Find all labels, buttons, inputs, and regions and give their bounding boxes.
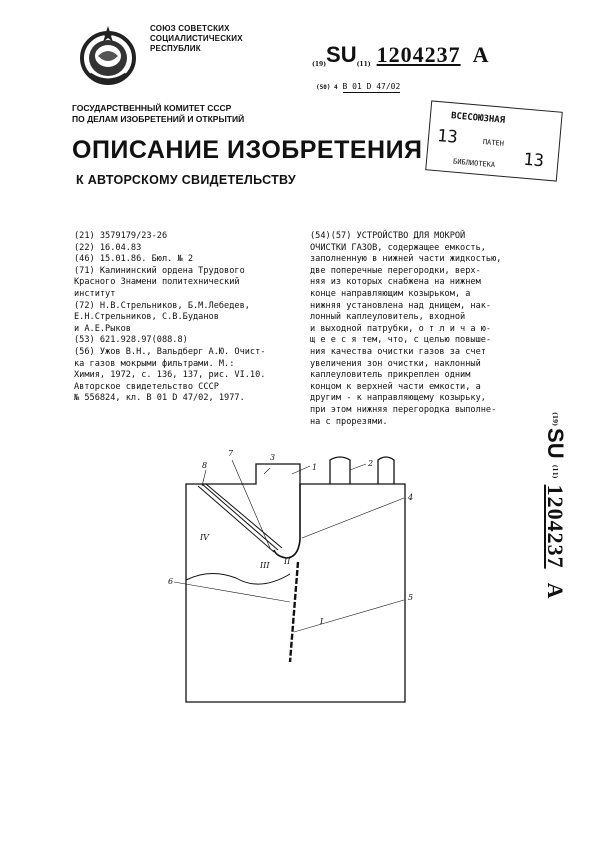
drawing-label-4: 4 [408, 493, 414, 502]
ipc-classification [316, 82, 400, 91]
abstract-line: (54)(57) УСТРОЙСТВО ДЛЯ МОКРОЙ [310, 231, 466, 241]
patent-number: 1204237 [376, 42, 461, 67]
tag-19: (19) [312, 61, 327, 68]
device-drawing [140, 440, 440, 720]
abstract-line: увеличения зон очистки, наклонный [310, 358, 481, 369]
abstract-line: каплеуловитель прикреплен одним [310, 370, 471, 381]
abstract-line: заполненную в нижней части жидкостью, [310, 254, 502, 265]
biblio-line: и А.Е.Рыков [74, 323, 131, 334]
side-country-code: SU [543, 428, 568, 459]
liquid-surface [186, 573, 290, 584]
drawing-zone-2: II [284, 557, 291, 566]
abstract-line: при этом нижняя перегородка выполне- [310, 404, 497, 415]
abstract-line: на с прорезями. [310, 416, 388, 427]
drawing-label-3: 3 [270, 453, 276, 462]
bibliographic-data [74, 231, 304, 405]
page-subtitle: К АВТОРСКОМУ СВИДЕТЕЛЬСТВУ [76, 173, 296, 187]
leader-line [350, 464, 366, 470]
drop-separator-line [198, 486, 274, 552]
upper-partition [274, 484, 300, 558]
biblio-line: (56) Ужов В.Н., Вальдберг А.Ю. Очист- [74, 346, 266, 357]
side-tag-11: (11) [551, 464, 559, 479]
abstract-text [310, 231, 552, 428]
leader-line [292, 466, 310, 474]
stamp-line: ВСЕСОЮЗНАЯ [450, 111, 506, 126]
abstract-line: лонный каплеуловитель, входной [310, 312, 466, 323]
biblio-line: Красного Знамени политехнический [74, 277, 240, 288]
leader-line [302, 498, 404, 538]
biblio-line: (46) 15.01.86. Бюл. № 2 [74, 254, 193, 265]
side-patent-number: 1204237 [543, 484, 568, 569]
leader-line [232, 460, 270, 548]
abstract-line: няя из которых снабжена на нижнем [310, 277, 481, 288]
outlet-nozzle [378, 457, 394, 484]
abstract-line: ОЧИСТКИ ГАЗОВ, содержащее емкость, [310, 242, 486, 253]
drawing-zone-3: III [260, 561, 270, 570]
stamp-mid: ПАТЕН [482, 138, 505, 148]
abstract-line: ния качества очистки газов за счет [310, 346, 486, 357]
biblio-line: (21) 3579179/23-26 [74, 231, 168, 241]
inlet-nozzle [330, 457, 350, 484]
page-title: ОПИСАНИЕ ИЗОБРЕТЕНИЯ [72, 136, 423, 164]
side-kind-code: A [543, 582, 568, 599]
biblio-line: Е.Н.Стрельников, С.В.Буданов [74, 312, 219, 323]
library-stamp [425, 100, 563, 181]
union-name [150, 24, 243, 54]
drawing-label-5: 5 [408, 593, 414, 602]
leader-line [174, 582, 290, 602]
tag-11: (11) [356, 61, 371, 68]
biblio-line: Авторское свидетельство СССР [74, 381, 219, 392]
abstract-line: концом к верхней части емкости, а [310, 381, 481, 392]
union-line: СОЦИАЛИСТИЧЕСКИХ [150, 34, 243, 43]
leader-line [264, 468, 270, 474]
drawing-label-7: 7 [228, 449, 234, 458]
stamp-foot: БИБЛИОТЕКА [452, 157, 496, 170]
abstract-line: щ е е с я тем, что, с целью повыше- [310, 335, 492, 346]
biblio-line: № 556824, кл. В 01 D 47/02, 1977. [74, 393, 245, 404]
lower-partition [290, 562, 298, 662]
committee-name [72, 103, 244, 125]
committee-line: ПО ДЕЛАМ ИЗОБРЕТЕНИЙ И ОТКРЫТИЙ [72, 114, 245, 124]
kind-code: A [472, 42, 489, 67]
drawing-label-1: 1 [312, 463, 318, 472]
leader-line [294, 600, 404, 632]
ipc-code: B 01 D 47/02 [342, 82, 401, 91]
biblio-line: Химия, 1972, с. 136, 137, рис. VI.10. [74, 370, 266, 381]
union-line: РЕСПУБЛИК [150, 44, 201, 53]
biblio-line: (71) Калининский ордена Трудового [74, 265, 245, 276]
committee-line: ГОСУДАРСТВЕННЫЙ КОМИТЕТ СССР [72, 103, 232, 113]
biblio-line: (53) 621.928.97(088.8) [74, 335, 188, 346]
side-tag-19: (19) [551, 412, 559, 427]
drop-separator-line [206, 484, 282, 548]
abstract-line: другим - к направляющему козырьку, [310, 393, 486, 404]
biblio-line: ка газов мокрыми фильтрами. М.: [74, 358, 235, 369]
abstract-line: две поперечные перегородки, верх- [310, 265, 481, 276]
stamp-day: 13 [436, 126, 459, 148]
biblio-line: (72) Н.В.Стрельников, Б.М.Лебедев, [74, 300, 250, 311]
stamp-month: 13 [522, 149, 545, 172]
union-line: СОЮЗ СОВЕТСКИХ [150, 24, 230, 33]
state-emblem-icon [74, 22, 142, 88]
side-publication-number [538, 412, 572, 672]
abstract-line: и выходной патрубки, о т л и ч а ю- [310, 323, 492, 334]
publication-number [312, 42, 489, 66]
country-code: SU [326, 42, 357, 67]
biblio-line: институт [74, 288, 116, 299]
drawing-zone-1: I [320, 617, 324, 626]
ipc-tag: (50) 4 [316, 84, 338, 91]
drawing-zone-4: IV [200, 533, 209, 542]
drawing-label-6: 6 [168, 577, 174, 586]
drawing-label-2: 2 [368, 459, 374, 468]
abstract-line: конце направляющим козырьком, а [310, 288, 471, 299]
abstract-line: нижняя установлена над днищем, нак- [310, 300, 492, 311]
drawing-label-8: 8 [202, 461, 208, 470]
biblio-line: (22) 16.04.83 [74, 242, 142, 253]
